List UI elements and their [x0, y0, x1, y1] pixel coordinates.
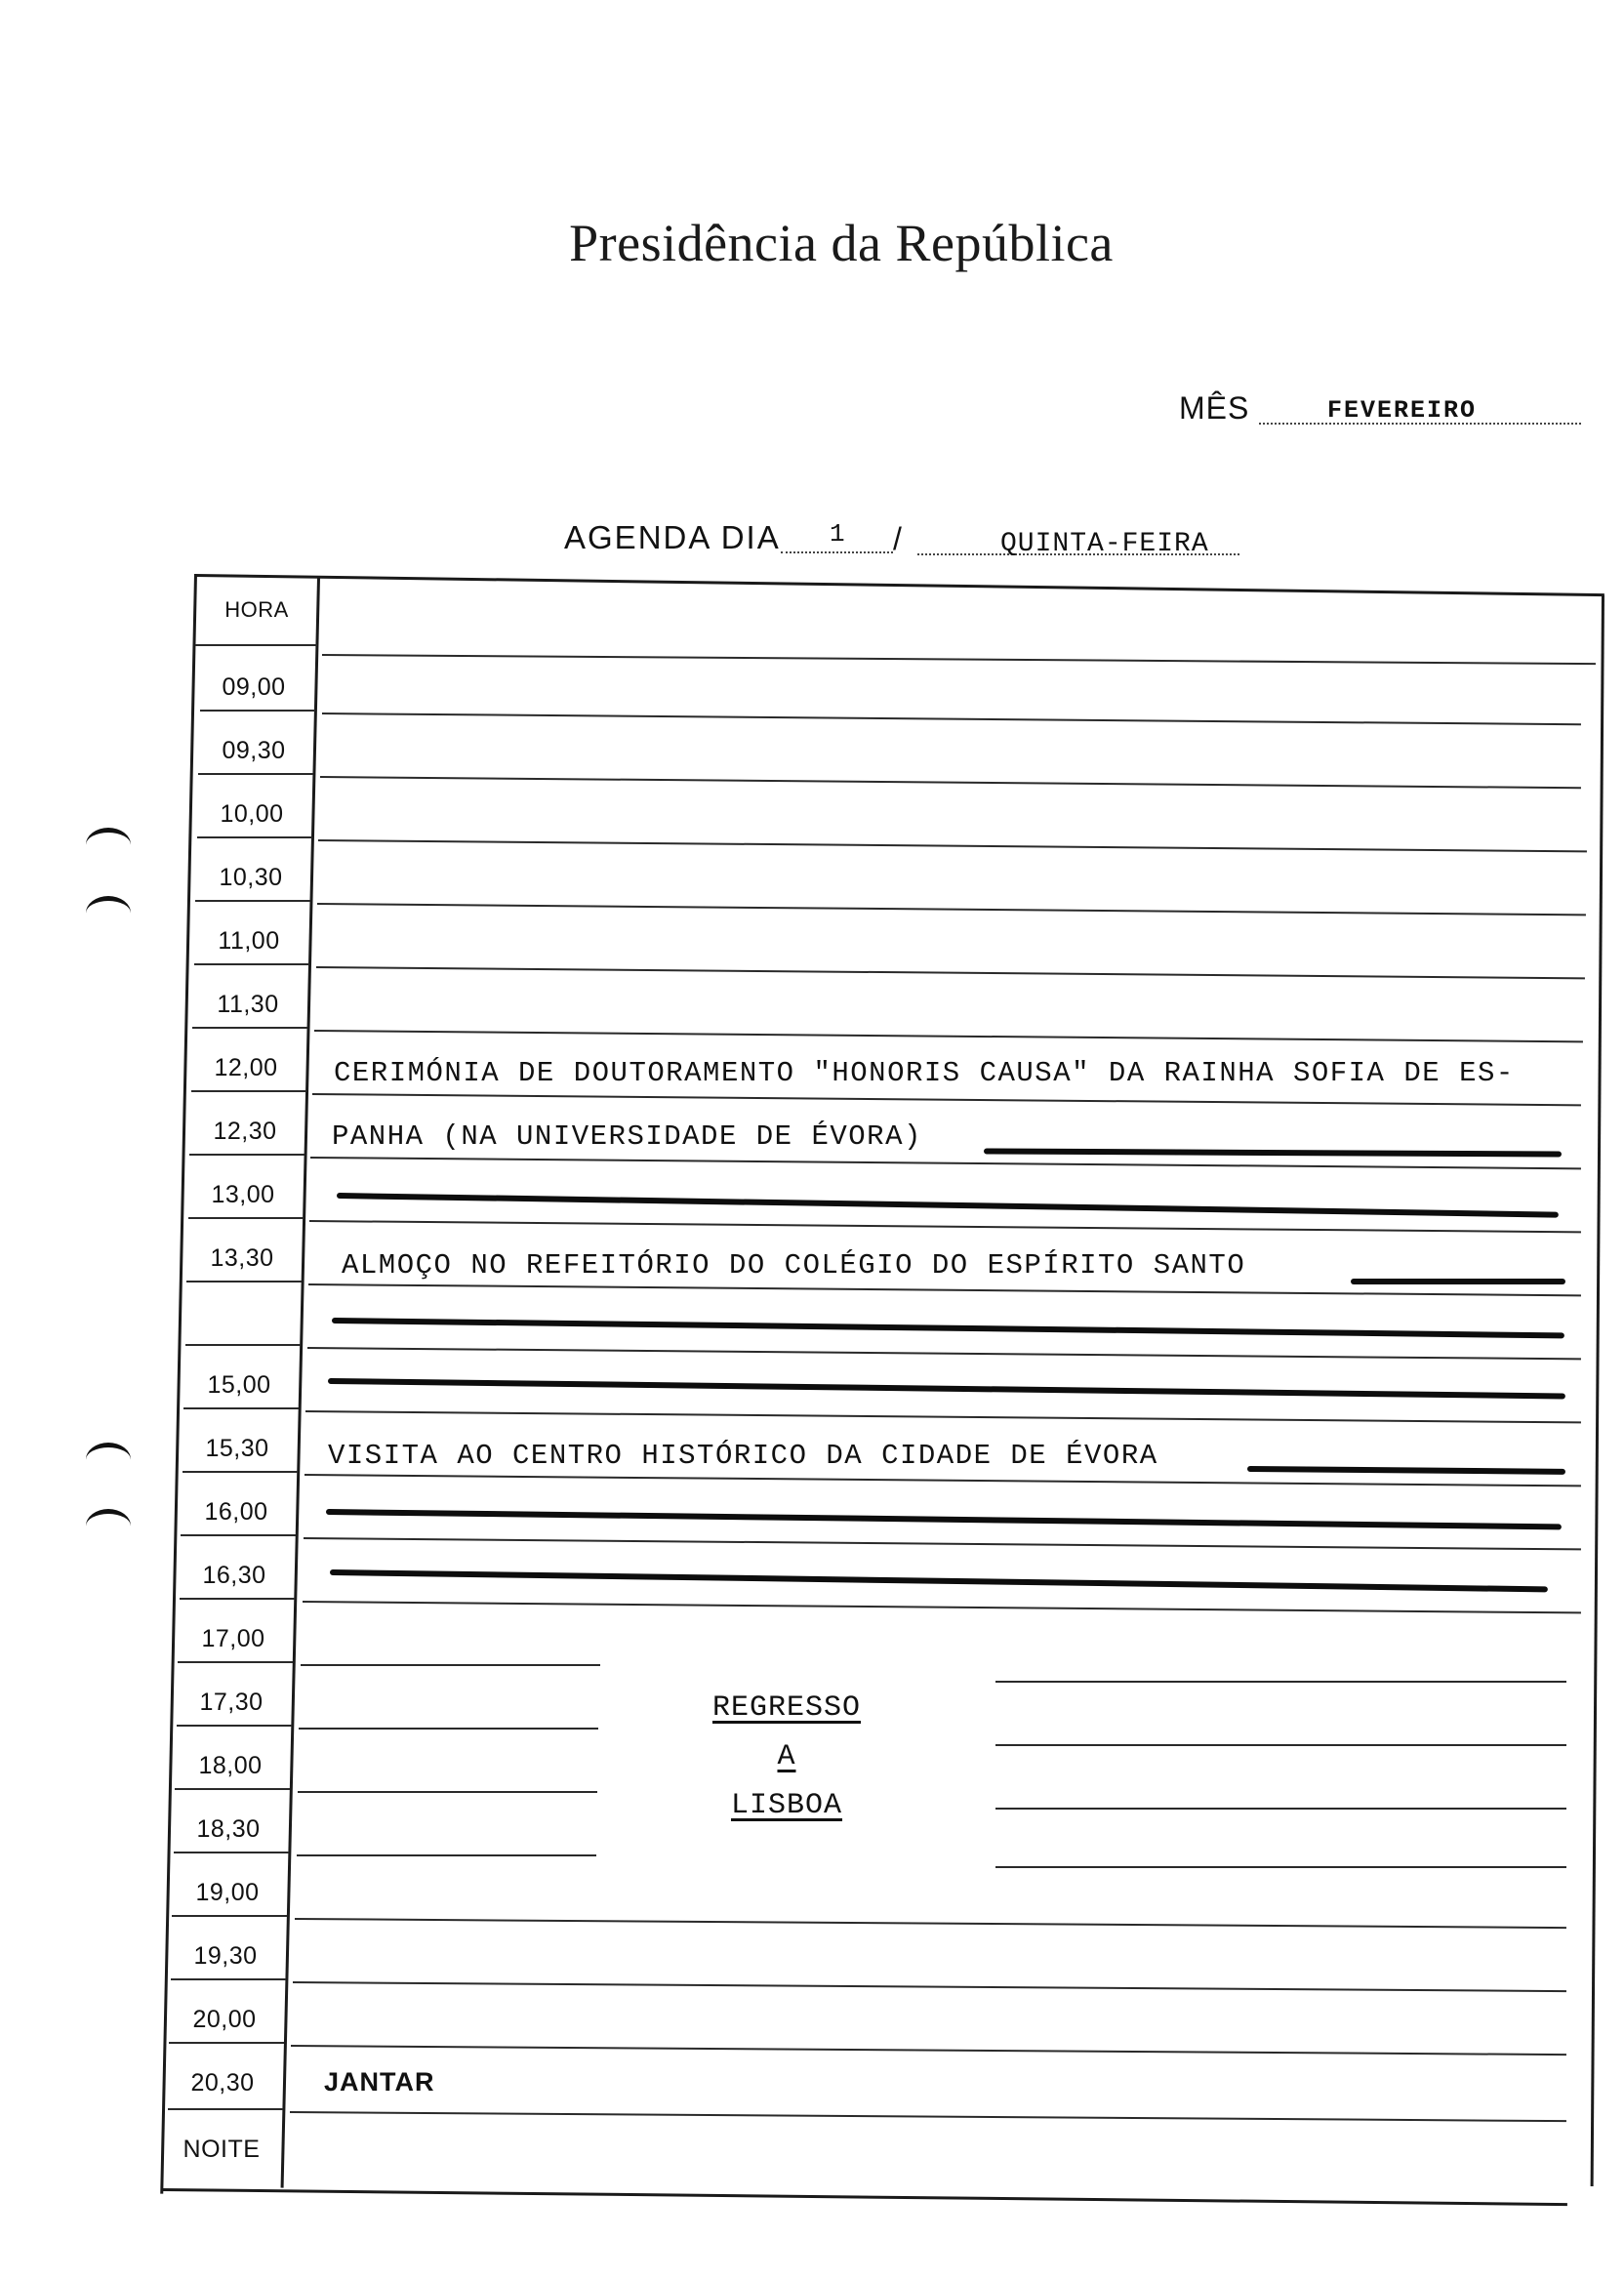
hour-label: 17,00: [201, 1625, 265, 1652]
fill-bar: [332, 1318, 1564, 1338]
row-rule: [304, 1537, 1581, 1550]
row-rule: [320, 776, 1581, 789]
binder-hole-icon: [86, 1443, 131, 1477]
row-rule: [308, 1283, 1581, 1296]
row-rule: [194, 963, 309, 965]
row-rule: [305, 1410, 1581, 1423]
weekday-value: QUINTA-FEIRA: [1000, 529, 1209, 559]
row-rule: [175, 1788, 290, 1790]
row-rule: [299, 1728, 598, 1730]
row-rule: [322, 712, 1581, 725]
row-rule: [191, 1090, 306, 1092]
month-value: FEVEREIRO: [1327, 396, 1478, 425]
date-separator: /: [893, 521, 902, 556]
row-rule: [172, 1915, 287, 1917]
hour-label: 20,30: [190, 2069, 255, 2097]
entry-dinner: JANTAR: [324, 2067, 435, 2097]
row-rule: [177, 1725, 292, 1727]
hour-label: 10,30: [219, 864, 283, 891]
table-top-border: [195, 574, 1604, 596]
month-label: MÊS: [1179, 390, 1250, 426]
row-rule: [316, 966, 1585, 979]
hour-label: 12,00: [214, 1054, 278, 1081]
table-right-border: [1591, 595, 1604, 2186]
hour-label: 16,00: [204, 1498, 268, 1526]
row-rule: [297, 1854, 596, 1856]
row-rule: [192, 1027, 307, 1029]
hour-label: 11,30: [217, 991, 279, 1018]
binder-hole-icon: [86, 828, 131, 862]
row-rule: [301, 1664, 600, 1666]
row-rule: [180, 1598, 295, 1600]
row-rule: [298, 1791, 597, 1793]
row-rule: [183, 1471, 298, 1473]
binder-hole-icon: [86, 1509, 131, 1543]
row-rule: [195, 900, 310, 902]
hour-label: 10,00: [220, 800, 284, 828]
entry-return-line2: A: [777, 1740, 796, 1773]
row-rule: [169, 2042, 284, 2044]
row-rule: [304, 1474, 1581, 1486]
hour-label: 18,00: [198, 1752, 263, 1779]
hour-label: 15,00: [207, 1371, 271, 1399]
binder-hole-icon: [86, 896, 131, 930]
entry-visit: VISITA AO CENTRO HISTÓRICO DA CIDADE DE ÉVORA: [328, 1440, 1158, 1472]
row-rule: [178, 1661, 293, 1663]
row-rule: [317, 903, 1586, 916]
row-rule: [186, 1281, 302, 1282]
fill-bar: [984, 1148, 1562, 1157]
fill-bar: [330, 1569, 1548, 1592]
row-rule: [188, 1217, 304, 1219]
row-rule: [200, 710, 315, 712]
entry-lunch: ALMOÇO NO REFEITÓRIO DO COLÉGIO DO ESPÍRITO SANTO: [342, 1249, 1246, 1282]
row-rule: [995, 1866, 1566, 1868]
row-rule: [995, 1681, 1566, 1683]
row-rule: [174, 1852, 289, 1853]
hour-label: 12,30: [213, 1118, 277, 1145]
row-rule: [290, 2111, 1566, 2122]
hour-label: 19,30: [193, 1942, 258, 1970]
fill-bar: [328, 1378, 1565, 1399]
hour-label: 20,00: [192, 2006, 257, 2033]
hour-label: 13,00: [211, 1181, 275, 1208]
table-bottom-border: [162, 2188, 1567, 2206]
day-dotted-line: [781, 551, 893, 553]
fill-bar: [1247, 1466, 1565, 1475]
hour-label: 17,30: [199, 1689, 264, 1716]
row-rule: [309, 1220, 1581, 1233]
fill-bar: [326, 1509, 1562, 1529]
row-rule: [168, 2108, 283, 2110]
fill-bar: [337, 1193, 1559, 1218]
row-rule: [291, 2045, 1566, 2056]
hour-label: 13,30: [210, 1244, 274, 1272]
row-rule: [293, 1981, 1566, 1992]
row-rule: [307, 1347, 1581, 1360]
row-rule: [171, 1978, 286, 1980]
hour-label: 09,00: [222, 673, 286, 701]
row-rule: [995, 1808, 1566, 1810]
row-rule: [189, 1154, 304, 1156]
row-rule: [312, 1093, 1581, 1106]
row-rule: [195, 644, 317, 646]
row-rule: [322, 654, 1596, 665]
hour-label: 16,30: [202, 1562, 266, 1589]
hour-label: NOITE: [183, 2136, 261, 2163]
row-rule: [198, 773, 313, 775]
row-rule: [181, 1534, 296, 1536]
day-value: 1: [830, 519, 845, 549]
hour-label: 15,30: [205, 1435, 269, 1462]
row-rule: [185, 1344, 301, 1346]
hour-label: 18,30: [196, 1815, 261, 1843]
page-title: Presidência da República: [569, 214, 1114, 272]
row-rule: [310, 1157, 1581, 1169]
row-rule: [318, 839, 1587, 852]
row-rule: [295, 1918, 1566, 1929]
entry-return-line1: REGRESSO: [711, 1691, 862, 1725]
hour-header: HORA: [224, 597, 289, 622]
row-rule: [197, 836, 312, 838]
row-rule: [314, 1030, 1583, 1042]
entry-return-line3: LISBOA: [730, 1789, 843, 1822]
agenda-label: AGENDA DIA: [564, 519, 781, 555]
fill-bar: [1351, 1279, 1565, 1284]
hour-label: 11,00: [218, 927, 280, 955]
entry-ceremony-line1: CERIMÓNIA DE DOUTORAMENTO "HONORIS CAUSA" DA RAINHA SOFIA DE ES-: [334, 1057, 1515, 1089]
row-rule: [995, 1744, 1566, 1746]
row-rule: [303, 1601, 1581, 1613]
entry-ceremony-line2: PANHA (NA UNIVERSIDADE DE ÉVORA): [332, 1120, 922, 1153]
hour-label: 19,00: [195, 1879, 260, 1906]
hour-label: 09,30: [222, 737, 286, 764]
row-rule: [183, 1407, 299, 1409]
